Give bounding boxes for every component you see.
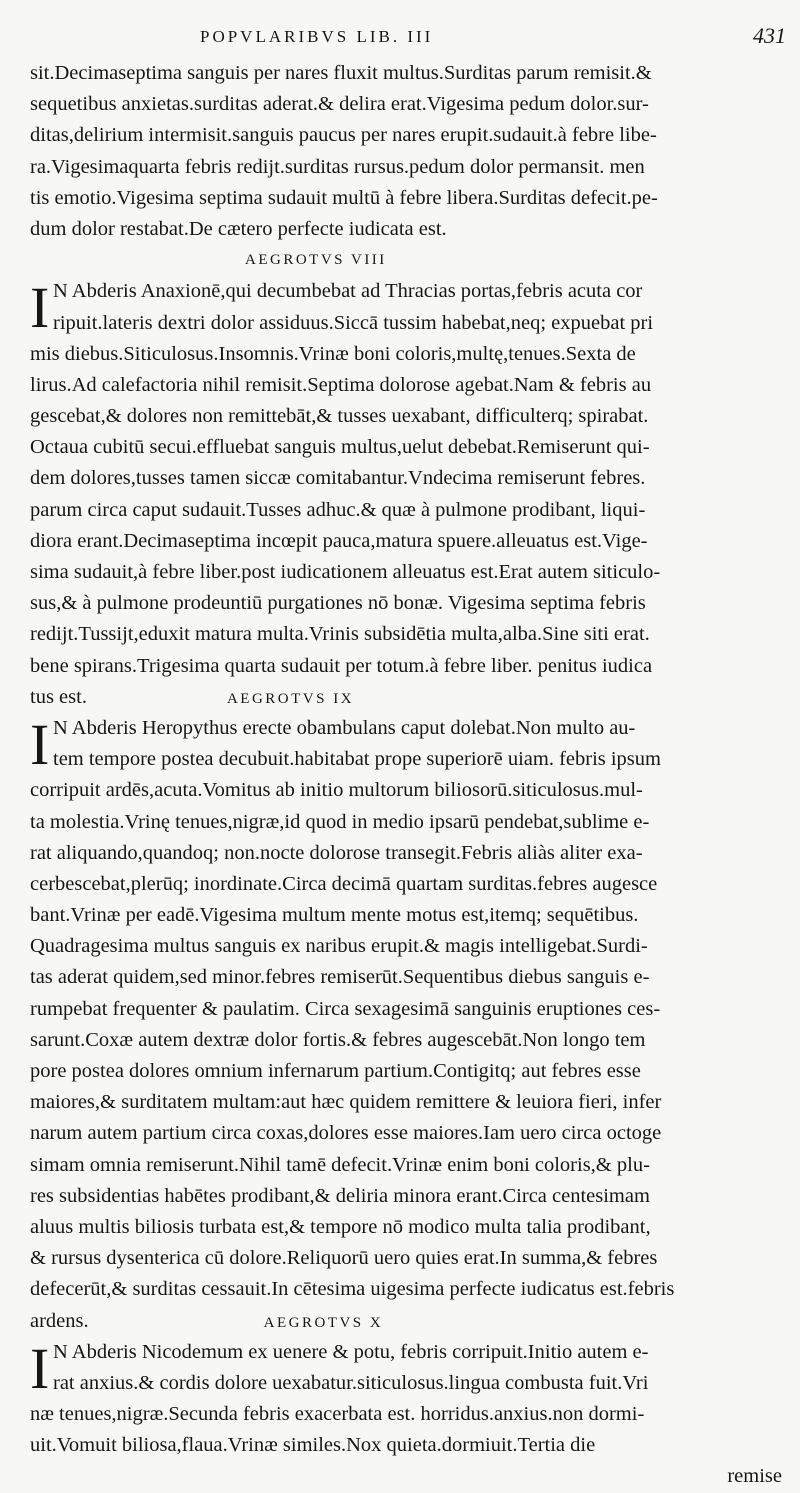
- text-line: sequetibus anxietas.surditas aderat.& delira erat.Vigesima pedum dolor.sur-: [30, 93, 649, 116]
- text-line: ditas,delirium intermisit.sanguis paucus per nares erupit.sudauit.à febre libe-: [30, 124, 657, 147]
- drop-cap: I: [30, 711, 50, 777]
- text-line: sima sudauit,à febre liber.post iudicationem alleuatus est.Erat autem siticulo-: [30, 561, 661, 583]
- text-line: rediјt.Tussiјt,eduxit matura multa.Vrinis subsidētia multa,alba.Sine siti erat.: [30, 623, 650, 646]
- text-line: N Abderis Nicodemum ex uenere & potu, febris corripuit.Initio autem e-: [53, 1340, 649, 1363]
- text-line: maiores,& surditatem multam:aut hæc quidem remittere & leuiora fieri, infer: [30, 1091, 662, 1114]
- text-line: rat anxius.& cordis dolore uexabatur.siticulosus.lingua combusta fuit.Vri: [53, 1371, 649, 1394]
- text-line: cerbescebat,plerūq; inordinate.Circa decimā quartam surditas.febres augesce: [30, 872, 658, 895]
- text-line: diora erant.Decimaseptima incœpit pauca,matura spuere.alleuatus est.Vige-: [30, 529, 648, 552]
- text-line: Octaua cubitū secui.effluebat sanguis multus,uelut debebat.Remiserunt qui-: [30, 436, 650, 459]
- body-text: [30, 58, 782, 1493]
- text-line: uit.Vomuit biliosa,flaua.Vrinæ similes.Nox quieta.dormiuit.Tertia die: [30, 1434, 596, 1457]
- text-line: mis diebus.Siticulosus.Insomnis.Vrinæ boni coloris,multę,tenues.Sexta de: [30, 342, 636, 365]
- case-heading: AEGROTVS VIII: [245, 252, 387, 269]
- text-line: ra.Vigesimaquarta febris rediјt.surditas rursus.pedum dolor permansit. men: [30, 155, 645, 178]
- case-paragraph: [30, 276, 782, 713]
- running-title: POPVLARIBVS LIB. III: [200, 27, 434, 46]
- text-line: sarunt.Coxæ autem dextræ dolor fortis.& febres augescebāt.Non longo tem: [30, 1028, 646, 1051]
- continuation-paragraph: [30, 58, 782, 245]
- text-line: simam omnia remiserunt.Nihil tamē defecit.Vrinæ enim boni coloris,& plu-: [30, 1153, 650, 1176]
- text-line: Quadragesima multus sanguis ex naribus erupit.& magis intelligebat.Surdi-: [30, 935, 648, 958]
- text-line: dem dolores,tusses tamen siccæ comitabantur.Vndecima remiserunt febres.: [30, 467, 646, 490]
- drop-cap: I: [30, 275, 50, 341]
- text-line: rat aliquando,quandoq; non.nocte dolorose transegit.Febris aliàs aliter exa-: [30, 841, 643, 864]
- text-line: defecerūt,& surditas cessauit.In cētesima uigesima perfecte iudicatus est.febris: [30, 1278, 675, 1301]
- text-line: corripuit ardēs,acuta.Vomitus ab initio multorum biliosorū.siticulosus.mul-: [30, 779, 643, 802]
- text-line: pore postea dolores omnium infernarum partium.Contigitq; aut febres esse: [30, 1060, 641, 1082]
- case-paragraph: [30, 1337, 782, 1493]
- text-line: gescebat,& dolores non remittebāt,& tusses uexabant, difficulterq; spirabat.: [30, 405, 649, 428]
- case-heading: AEGROTVS IX: [226, 690, 355, 707]
- text-line-with-heading: [30, 682, 782, 713]
- text-line: N Abderis Heropythus erecte obambulans caput dolebat.Non multo au-: [53, 716, 636, 739]
- drop-cap: I: [30, 1335, 50, 1401]
- text-line: ta molestia.Vrinę tenues,nigræ,id quod in medio ipsarū pendebat,sublime e-: [30, 810, 650, 833]
- text-line: bene spirans.Trigesima quarta sudauit per totum.à febre liber. penitus iudica: [30, 654, 653, 677]
- text-line: res subsidentias habētes prodibant,& deliria minora erant.Circa centesimam: [30, 1184, 650, 1207]
- text-line: aluus multis biliosis turbata est,& tempore nō modico multa talia prodibant,: [30, 1215, 651, 1238]
- text-line: ardens.: [30, 1309, 89, 1332]
- text-line: dum dolor restabat.De cætero perfecte iudicata est.: [30, 217, 447, 240]
- page-header: [0, 23, 800, 51]
- text-line: tis emotio.Vigesima septima sudauit multū à febre libera.Surditas defecit.pe-: [30, 186, 658, 209]
- text-line: parum circa caput sudauit.Tusses adhuc.& quæ à pulmone prodibant, liqui-: [30, 498, 646, 521]
- text-line: tas aderat quidem,sed minor.febres remiserūt.Sequentibus diebus sanguis e-: [30, 966, 650, 989]
- text-line: N Abderis Anaxionē,qui decumbebat ad Thracias portas,febris acuta cor: [53, 280, 643, 303]
- catchword: remise: [727, 1465, 782, 1488]
- text-line: rumpebat frequenter & paulatim. Circa sexagesimā sanguinis eruptiones ces-: [30, 997, 661, 1020]
- text-line: bant.Vrinæ per eadē.Vigesima multum mente motus est,itemq; sequētibus.: [30, 904, 639, 927]
- page-number: 431: [753, 23, 786, 48]
- text-line: sit.Decimaseptima sanguis per nares fluxit multus.Surditas parum remisit.&: [30, 62, 652, 84]
- text-line: sus,& à pulmone prodeuntiū purgationes nō bonæ. Vigesima septima febris: [30, 592, 646, 615]
- case-heading: AEGROTVS X: [263, 1314, 384, 1331]
- text-line: tus est.: [30, 685, 87, 708]
- text-line: tem tempore postea decubuit.habitabat prope superiorē uiam. febris ipsum: [53, 748, 661, 771]
- text-line: næ tenues,nigræ.Secunda febris exacerbata est. horridus.anxius.non dormi-: [30, 1403, 645, 1426]
- text-line: narum autem partium circa coxas,dolores esse maiores.Iam uero circa octoge: [30, 1122, 662, 1145]
- text-line: lirus.Ad calefactoria nihil remisit.Septima dolorose agebat.Nam & febris au: [30, 373, 652, 396]
- text-line-with-heading: [30, 1306, 782, 1337]
- text-line: ripuit.lateris dextri dolor assiduus.Siccā tussim habebat,neq; expuebat pri: [53, 311, 654, 334]
- text-line: & rursus dysenterica cū dolore.Reliquorū uero quies erat.In summa,& febres: [30, 1247, 658, 1270]
- case-paragraph: [30, 713, 782, 1337]
